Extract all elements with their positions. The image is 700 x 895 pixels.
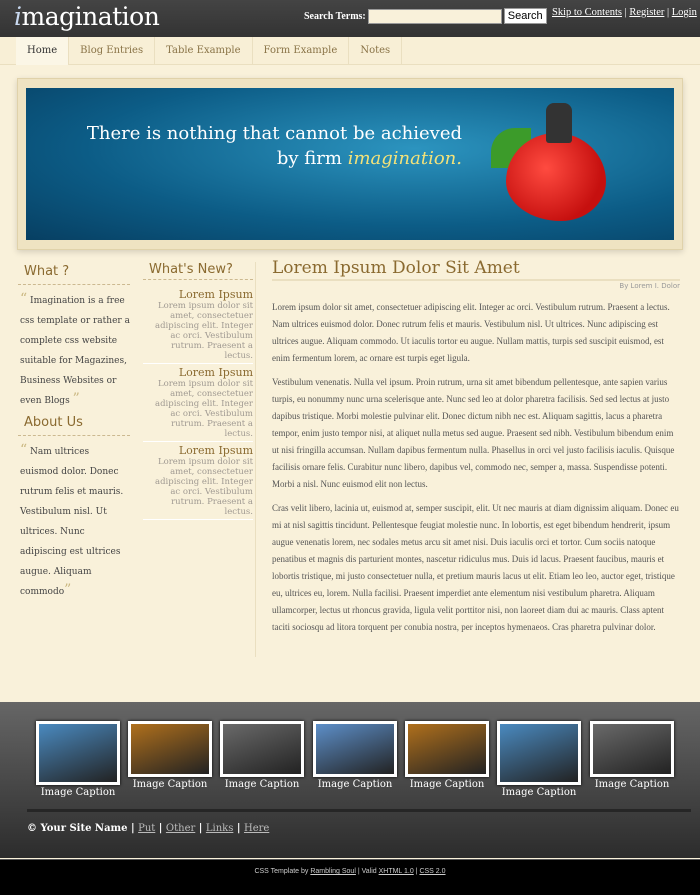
thumbnail-frame <box>313 721 397 777</box>
tab-home[interactable]: Home <box>16 37 69 65</box>
about-text: “ Nam ultrices euismod dolor. Donec rutrum felis et mauris. Vestibulum nisl. Ut ultrices. Nunc adipiscing est ultrices augue. Aliquam commodo” <box>20 442 124 598</box>
tab-form-example[interactable]: Form Example <box>253 37 350 65</box>
thumbnail-frame <box>405 721 489 777</box>
skip-to-contents-link[interactable]: Skip to Contents <box>552 7 623 18</box>
gallery-item[interactable] <box>220 721 304 790</box>
main-nav <box>0 37 700 65</box>
footer-link-here[interactable]: Here <box>243 823 270 834</box>
gallery-item[interactable] <box>590 721 674 790</box>
image-caption: Image Caption <box>317 779 393 790</box>
gallery-item[interactable] <box>313 721 397 790</box>
top-links: Skip to Contents | Register | Login <box>552 7 697 18</box>
thumbnail-frame <box>36 721 120 785</box>
gallery-item[interactable] <box>128 721 212 790</box>
header <box>0 0 700 37</box>
thumbnail-frame <box>128 721 212 777</box>
footer <box>0 702 700 858</box>
article <box>272 258 680 643</box>
search-input[interactable] <box>368 9 502 24</box>
gallery-item[interactable] <box>36 721 120 798</box>
thumbnail-frame <box>590 721 674 777</box>
article-paragraph: Cras velit libero, lacinia ut, euismod at, semper suscipit, elit. Ut nec mauris at diam dignissim aliquam. Donec eu mi at nisl sagittis tincidunt. Pellentesque feugiat molestie nunc. In lobortis, est eget bibendum hendrerit, ipsum augue venenatis lorem, nec sodales metus arcu sit amet nisi. Duis iaculis orci et tortor. Cum sociis natoque penatibus et magnis dis parturient montes, nascetur ridiculus mus. Duis id lacus. Praesent faucibus, mauris et lobortis tristique, mi justo consectetuer nulla, et pretium mauris lacus ut elit. Etiam leo leo, auctor eget, tristique eu, ultrices eu, lorem. Nulla facilisi. Praesent imperdiet ante elementum nisi vestibulum pharetra. Aliquam ullamcorper, lectus ut rhoncus gravida, ligula velit porttitor nisi, non laoreet diam dui ac mauris. Class aptent taciti sociosqu ad litora torquent per conubia nostra, per inceptos hymenaeos. Cras pharetra pulvinar dolor. <box>272 503 679 632</box>
search-button[interactable]: Search <box>504 8 547 24</box>
news-item[interactable]: Lorem Ipsum Lorem ipsum dolor sit amet, consectetuer adipiscing elit. Integer ac orci. Vestibulum rutrum. Praesent a lectus. <box>143 286 253 364</box>
image-caption: Image Caption <box>132 779 208 790</box>
thumbnail-image <box>593 724 671 774</box>
footer-divider <box>27 809 691 812</box>
xhtml-link[interactable]: XHTML 1.0 <box>378 868 414 875</box>
article-paragraph: Vestibulum venenatis. Nulla vel ipsum. Proin rutrum, urna sit amet bibendum pellentesque, ante sapien varius turpis, eu nonummy nunc urna scelerisque ante. Nunc sed leo at dolor pharetra facilisis. Sed sed lectus at justo dapibus tristique. Morbi molestie pulvinar elit. Donec dictum nibh nec est. Aliquam sagittis, lacus a pharetra tempor, enim justo tempor nisi, at aliquet nulla metus sed augue. Praesent sed nibh. Vestibulum bibendum enim ut nisi fringilla accumsan. Nullam dapibus fermentum nulla. Phasellus in orci vel justo facilisis iaculis. Quisque facilisis ornare felis. Curabitur nunc libero, dapibus vel, commodo nec, semper a, massa. Suspendisse potenti. Morbi a nisl. Nunc euismod elit non lectus. <box>272 377 675 489</box>
tab-blog-entries[interactable]: Blog Entries <box>69 37 155 65</box>
banner-image <box>26 88 674 240</box>
footer-link-links[interactable]: Links <box>205 823 234 834</box>
article-title: Lorem Ipsum Dolor Sit Amet <box>272 258 680 281</box>
article-byline: By Lorem I. Dolor <box>619 282 680 290</box>
about-heading: About Us <box>18 413 130 436</box>
banner <box>17 78 683 250</box>
whats-new-sidebar <box>143 262 256 657</box>
register-link[interactable]: Register <box>629 7 665 18</box>
thumbnail-image <box>39 724 117 782</box>
search-label: Search Terms: <box>304 10 366 22</box>
what-text: “ Imagination is a free css template or rather a complete css website suitable for Magazines, Business Websites or even Blogs ” <box>20 291 130 407</box>
what-heading: What ? <box>18 262 130 285</box>
thumbnail-image <box>408 724 486 774</box>
whats-new-heading: What's New? <box>143 262 253 280</box>
thumbnail-image <box>316 724 394 774</box>
banner-text: There is nothing that cannot be achieved by firm imagination. <box>86 123 462 169</box>
thumbnail-image <box>131 724 209 774</box>
image-caption: Image Caption <box>224 779 300 790</box>
footer-link-other[interactable]: Other <box>165 823 196 834</box>
news-item[interactable]: Lorem Ipsum Lorem ipsum dolor sit amet, consectetuer adipiscing elit. Integer ac orci. Vestibulum rutrum. Praesent a lectus. <box>143 364 253 442</box>
author-link[interactable]: Rambling Soul <box>310 868 356 875</box>
nav-tabs <box>16 37 402 65</box>
site-logo[interactable]: imagination <box>14 2 160 31</box>
gallery-item[interactable] <box>405 721 489 790</box>
image-caption: Image Caption <box>594 779 670 790</box>
credits-bar: CSS Template by Rambling Soul | Valid XHTML 1.0 | CSS 2.0 <box>0 859 700 895</box>
css-link[interactable]: CSS 2.0 <box>419 868 446 875</box>
thumbnail-frame <box>220 721 304 777</box>
image-caption: Image Caption <box>501 787 577 798</box>
jumping-man-icon <box>546 103 572 143</box>
footer-link-put[interactable]: Put <box>138 823 156 834</box>
login-link[interactable]: Login <box>671 7 697 18</box>
image-caption: Image Caption <box>409 779 485 790</box>
gallery-item[interactable] <box>497 721 581 798</box>
footer-links: © Your Site Name | Put | Other | Links | Here <box>27 823 270 834</box>
tab-notes[interactable]: Notes <box>349 37 402 65</box>
thumbnail-image <box>500 724 578 782</box>
left-sidebar <box>18 262 130 602</box>
search-form <box>304 8 547 24</box>
thumbnail-frame <box>497 721 581 785</box>
thumbnail-image <box>223 724 301 774</box>
image-caption: Image Caption <box>40 787 116 798</box>
tab-table-example[interactable]: Table Example <box>155 37 252 65</box>
news-item[interactable]: Lorem Ipsum Lorem ipsum dolor sit amet, consectetuer adipiscing elit. Integer ac orci. Vestibulum rutrum. Praesent a lectus. <box>143 442 253 520</box>
strawberry-icon <box>506 133 606 221</box>
article-paragraph: Lorem ipsum dolor sit amet, consectetuer adipiscing elit. Integer ac orci. Vestibulum rutrum. Praesent a lectus. Nam ultrices euismod dolor. Donec rutrum felis et mauris. Vestibulum nisl. Ut ultrices. Nunc adipiscing est ultrices augue. Aliquam commodo. Ut iaculis tortor eu augue. Nullam mattis, turpis sed suscipit euismod, est enim fermentum lorem, ac ornare est turpis eget ligula. <box>272 302 670 363</box>
